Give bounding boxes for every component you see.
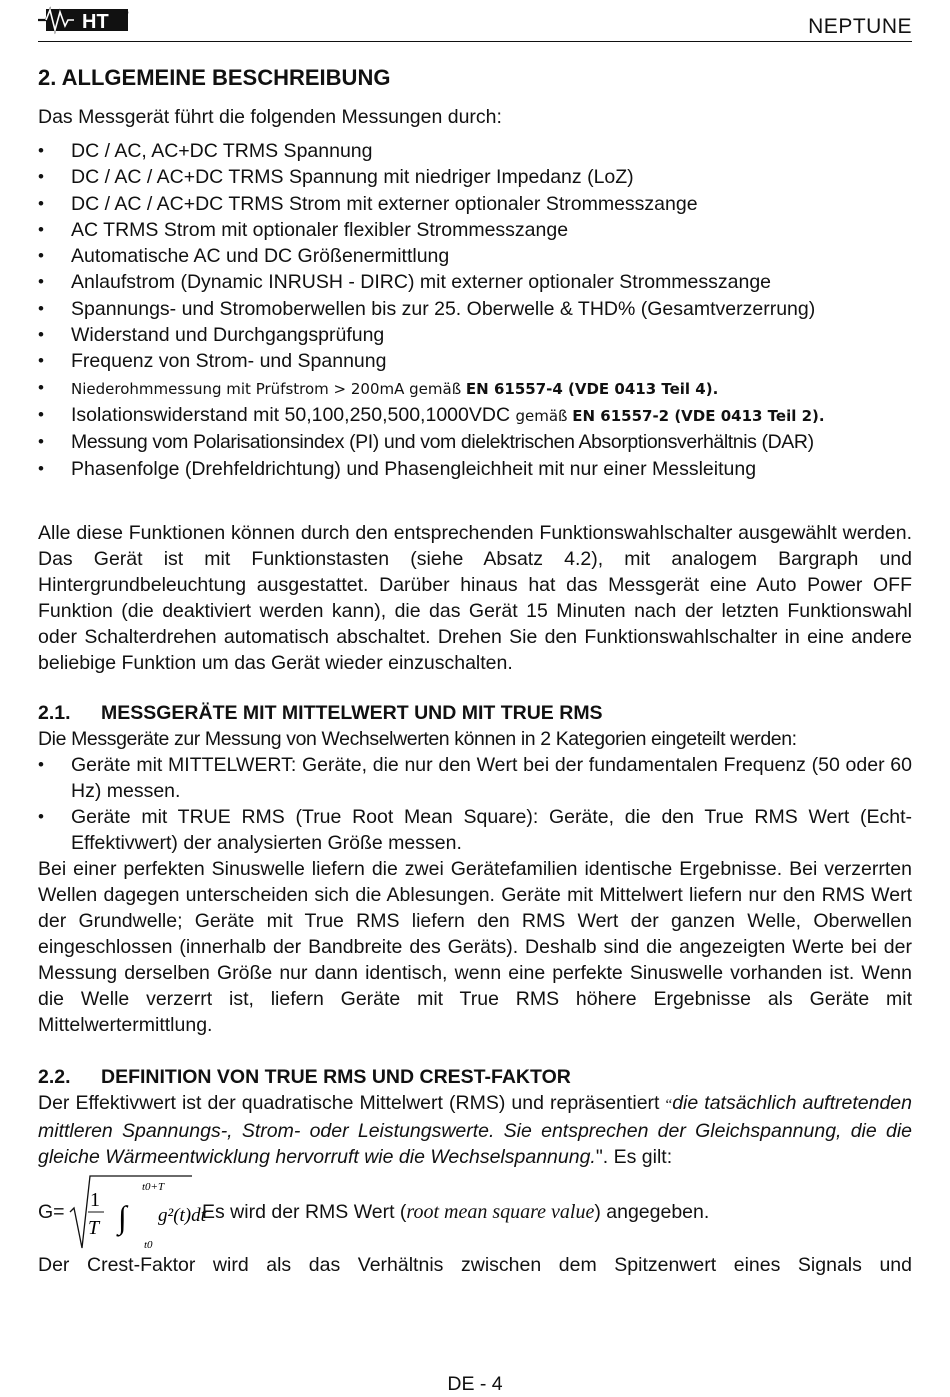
- list-item: • Geräte mit TRUE RMS (True Root Mean Square): Geräte, die den True RMS Wert (Echt-Effektivwert) der analysierten Größe messen.: [38, 804, 912, 856]
- formula-description: Es wird der RMS Wert (root mean square value) angegeben.: [202, 1200, 710, 1223]
- section-2-1-paragraph: Bei einer perfekten Sinuswelle liefern die zwei Gerätefamilien identische Ergebnisse. Bei verzerrten Wellen dagegen unterscheiden sich die Ablesungen. Geräte mit Mittelwert liefern nur den RMS Wert der Grundwelle; Geräte mit True RMS liefern den RMS Wert der ganzen Welle, Oberwellen eingeschlossen (innerhalb der Bandbreite des Geräts). Deshalb sind die angezeigten Werte bei der Messung derselben Größe nur dann identisch, wenn eine perfekte Sinuswelle vorhanden ist. Wenn die Welle verzerrt ist, liefern Geräte mit True RMS höhere Ergebnisse als Geräte mit Mittelwertermittlung.: [38, 857, 912, 1036]
- svg-text:∫: ∫: [118, 1198, 127, 1235]
- device-types-list: [38, 752, 912, 856]
- list-item: • Widerstand und Durchgangsprüfung: [38, 322, 912, 348]
- formula-label: G=: [38, 1200, 65, 1223]
- section-2-1-heading: 2.1. MESSGERÄTE MIT MITTELWERT UND MIT TRUE RMS: [38, 701, 603, 724]
- list-item-insulation: • Isolationswiderstand mit 50,100,250,500,1000VDC gemäß EN 61557-2 (VDE 0413 Teil 2).: [38, 402, 912, 429]
- list-item: • AC TRMS Strom mit optionaler flexibler Strommesszange: [38, 217, 912, 243]
- measurement-list: [38, 138, 912, 482]
- list-item: • Geräte mit MITTELWERT: Geräte, die nur den Wert bei der fundamentalen Frequenz (50 oder 60 Hz) messen.: [38, 752, 912, 804]
- svg-text:g²(t)dt: g²(t)dt: [158, 1204, 206, 1226]
- list-item: • Frequenz von Strom- und Spannung: [38, 348, 912, 374]
- list-item: • DC / AC / AC+DC TRMS Spannung mit niedriger Impedanz (LoZ): [38, 164, 912, 190]
- page-content: [38, 60, 912, 1278]
- section-2-2-last-line: Der Crest-Faktor wird als das Verhältnis zwischen dem Spitzenwert eines Signals und: [38, 1253, 912, 1276]
- svg-text:®: ®: [124, 11, 129, 17]
- svg-text:1: 1: [90, 1188, 100, 1211]
- section-2-title: 2. ALLGEMEINE BESCHREIBUNG: [38, 65, 391, 90]
- list-item: • Spannungs- und Stromoberwellen bis zur 25. Oberwelle & THD% (Gesamtverzerrung): [38, 296, 912, 322]
- svg-text:HT: HT: [82, 11, 109, 33]
- svg-text:t0+T: t0+T: [142, 1180, 165, 1193]
- svg-text:t0: t0: [144, 1238, 153, 1251]
- svg-text:T: T: [88, 1216, 100, 1239]
- list-item: • Anlaufstrom (Dynamic INRUSH - DIRC) mit externer optionaler Strommesszange: [38, 269, 912, 295]
- ht-logo: [38, 6, 130, 34]
- page-number: DE - 4: [447, 1373, 503, 1395]
- list-item-low-ohm: • Niederohmmessung mit Prüfstrom > 200mA gemäß EN 61557-4 (VDE 0413 Teil 4).: [38, 375, 912, 402]
- section-2-paragraph: Alle diese Funktionen können durch den entsprechenden Funktionswahlschalter ausgewählt werden. Das Gerät ist mit Funktionstasten (siehe Absatz 4.2), mit analogem Bargraph und Hintergrundbeleuchtung ausgestattet. Darüber hinaus hat das Messgerät eine Auto Power OFF Funktion (die deaktiviert werden kann), die das Gerät 15 Minuten nach der letzten Funktionswahl oder Schalterdrehen automatisch abschaltet. Drehen Sie den Funktionswahlschalter in eine andere beliebige Funktion um das Gerät wieder einzuschalten.: [38, 521, 912, 674]
- rms-formula: [38, 1172, 912, 1252]
- rms-formula-graphic: [68, 1172, 206, 1252]
- section-2-1-intro: Die Messgeräte zur Messung von Wechselwerten können in 2 Kategorien eingeteilt werden:: [38, 727, 797, 750]
- header-rule: [38, 41, 912, 42]
- list-item: • Automatische AC und DC Größenermittlung: [38, 243, 912, 269]
- section-2-intro: Das Messgerät führt die folgenden Messungen durch:: [38, 106, 502, 128]
- list-item-phase: • Phasenfolge (Drehfeldrichtung) und Phasengleichheit mit nur einer Messleitung: [38, 456, 912, 482]
- header-product-name: NEPTUNE: [808, 15, 912, 38]
- section-2-2-paragraph: Der Effektivwert ist der quadratische Mittelwert (RMS) und repräsentiert “die tatsächlich auftretenden mittleren Spannungs-, Strom- oder Leistungswerte. Sie entsprechen der Gleichspannung, die die gleiche Wärmeentwicklung hervorruft wie die Wechselspannung.". Es gilt:: [38, 1091, 912, 1168]
- section-2-2-heading: 2.2. DEFINITION VON TRUE RMS UND CREST-FAKTOR: [38, 1065, 571, 1088]
- list-item-pi: • Messung vom Polarisationsindex (PI) und vom dielektrischen Absorptionsverhältnis (DAR): [38, 429, 912, 455]
- list-item: • DC / AC / AC+DC TRMS Strom mit externer optionaler Strommesszange: [38, 191, 912, 217]
- list-item: • DC / AC, AC+DC TRMS Spannung: [38, 138, 912, 164]
